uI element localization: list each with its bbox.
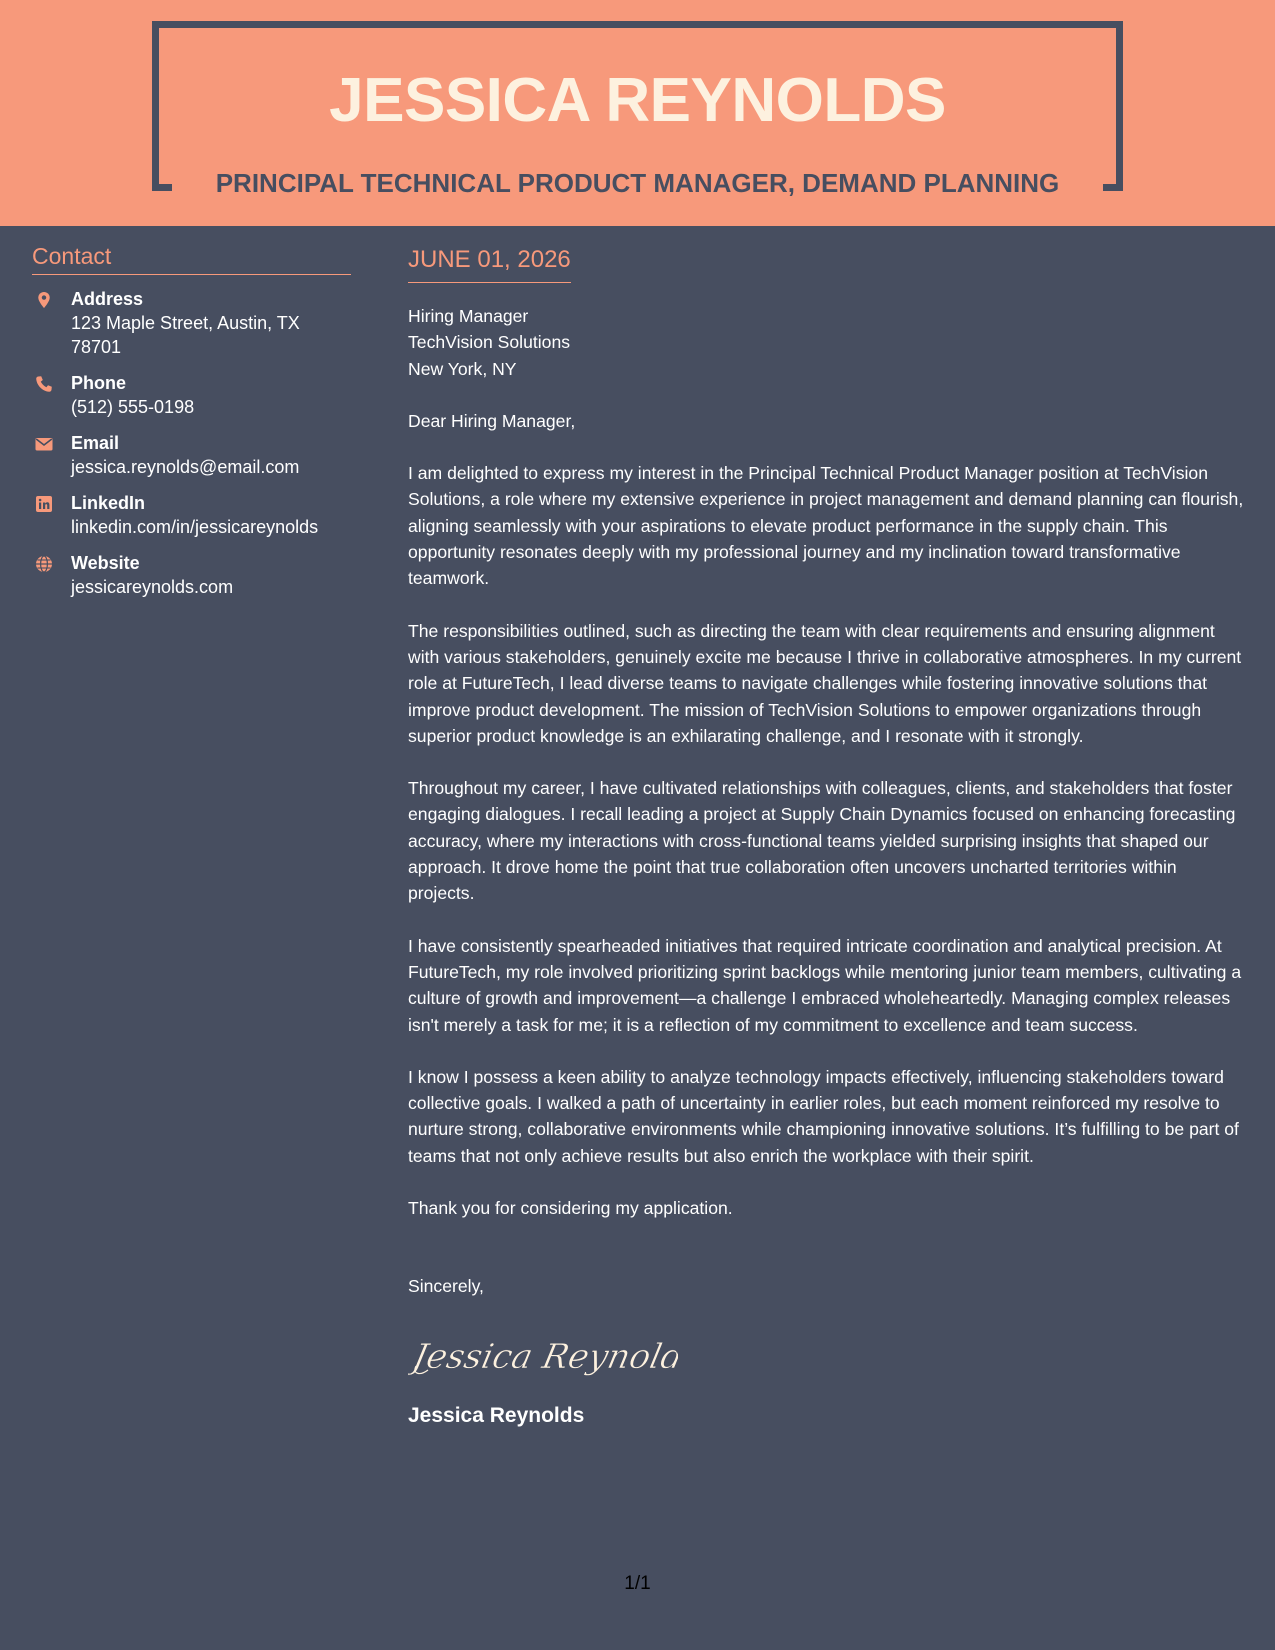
contact-label: Phone [71, 373, 127, 393]
contact-website [32, 551, 351, 599]
map-pin-icon [35, 291, 53, 309]
linkedin-value[interactable]: linkedin.com/in/jessicareynolds [71, 517, 319, 537]
address-value: 123 Maple Street, Austin, TX 78701 [71, 313, 300, 357]
contact-linkedin [32, 491, 351, 539]
letter-paragraph: Throughout my career, I have cultivated relationships with colleagues, clients, and stakeholders that foster engaging dialogues. I recall leading a project at Supply Chain Dynamics focused on enhancing forecasting accuracy, where my interactions with cross-functional teams yielded surprising insights that shaped our approach. It drove home the point that true collaboration often uncovers uncharted territories within projects. [408, 778, 1236, 904]
header-banner [0, 0, 1275, 226]
salutation: Dear Hiring Manager, [408, 410, 576, 431]
handwritten-signature [408, 1326, 1248, 1382]
signed-name: Jessica Reynolds [408, 1403, 585, 1427]
linkedin-icon [35, 495, 53, 513]
website-value[interactable]: jessicareynolds.com [71, 577, 234, 597]
phone-value: (512) 555-0198 [71, 397, 195, 417]
contact-phone [32, 371, 351, 419]
letter-date: JUNE 01, 2026 [408, 244, 571, 283]
signoff: Sincerely, [408, 1276, 484, 1297]
letter-paragraph: The responsibilities outlined, such as directing the team with clear requirements and ensuring alignment with various stakeholders, genuinely excite me because I thrive in collaborative atmospheres. In my current role at FutureTech, I lead diverse teams to navigate challenges while fostering innovative solutions that improve product development. The mission of TechVision Solutions to empower organizations through superior product knowledge is an exhilarating challenge, and I resonate with it strongly. [408, 620, 1242, 746]
letter-paragraph: I know I possess a keen ability to analyze technology impacts effectively, influencing stakeholders toward collective goals. I walked a path of uncertainty in earlier roles, but each moment reinforced my resolve to nurture strong, collaborative environments while championing innovative solutions. It’s fulfilling to be part of teams that not only achieve results but also enrich the workplace with their spirit. [408, 1066, 1239, 1166]
contact-label: Email [71, 433, 120, 453]
contact-address [32, 287, 351, 359]
recipient-location: New York, NY [408, 358, 517, 379]
phone-icon [35, 375, 53, 393]
job-title-text: PRINCIPAL TECHNICAL PRODUCT MANAGER, DEMAND PLANNING [204, 168, 1072, 198]
applicant-name: JESSICA REYNOLDS [329, 66, 946, 135]
job-title [0, 166, 1275, 200]
contact-heading: Contact [32, 240, 351, 275]
contact-label: Website [71, 553, 140, 573]
recipient-block [408, 303, 1248, 382]
email-value[interactable]: jessica.reynolds@email.com [71, 457, 300, 477]
letter-body [408, 244, 1248, 1430]
globe-icon [35, 555, 53, 573]
letter-paragraph: I have consistently spearheaded initiatives that required intricate coordination and analytical precision. At FutureTech, my role involved prioritizing sprint backlogs while mentoring junior team members, cultivating a culture of growth and improvement—a challenge I embraced wholeheartedly. Managing complex releases isn't merely a task for me; it is a reflection of my commitment to excellence and team success. [408, 935, 1242, 1035]
letter-paragraph: I am delighted to express my interest in the Principal Technical Product Manager position at TechVision Solutions, a role where my extensive experience in project management and demand planning can flourish, aligning seamlessly with your aspirations to elevate product performance in the supply chain. This opportunity resonates deeply with my professional journey and my inclination toward transformative teamwork. [408, 463, 1244, 589]
svg-text:Jessica Reynolds: Jessica Reynolds [409, 1336, 678, 1377]
recipient-name: Hiring Manager [408, 306, 529, 326]
closing-line: Thank you for considering my application. [408, 1198, 733, 1219]
contact-label: LinkedIn [71, 493, 146, 513]
contact-sidebar [32, 240, 351, 599]
recipient-company: TechVision Solutions [408, 332, 571, 353]
contact-email [32, 431, 351, 479]
envelope-icon [35, 435, 53, 453]
signature-graphic [408, 1326, 678, 1382]
contact-label: Address [71, 289, 144, 309]
page-number: 1/1 [624, 1573, 651, 1594]
